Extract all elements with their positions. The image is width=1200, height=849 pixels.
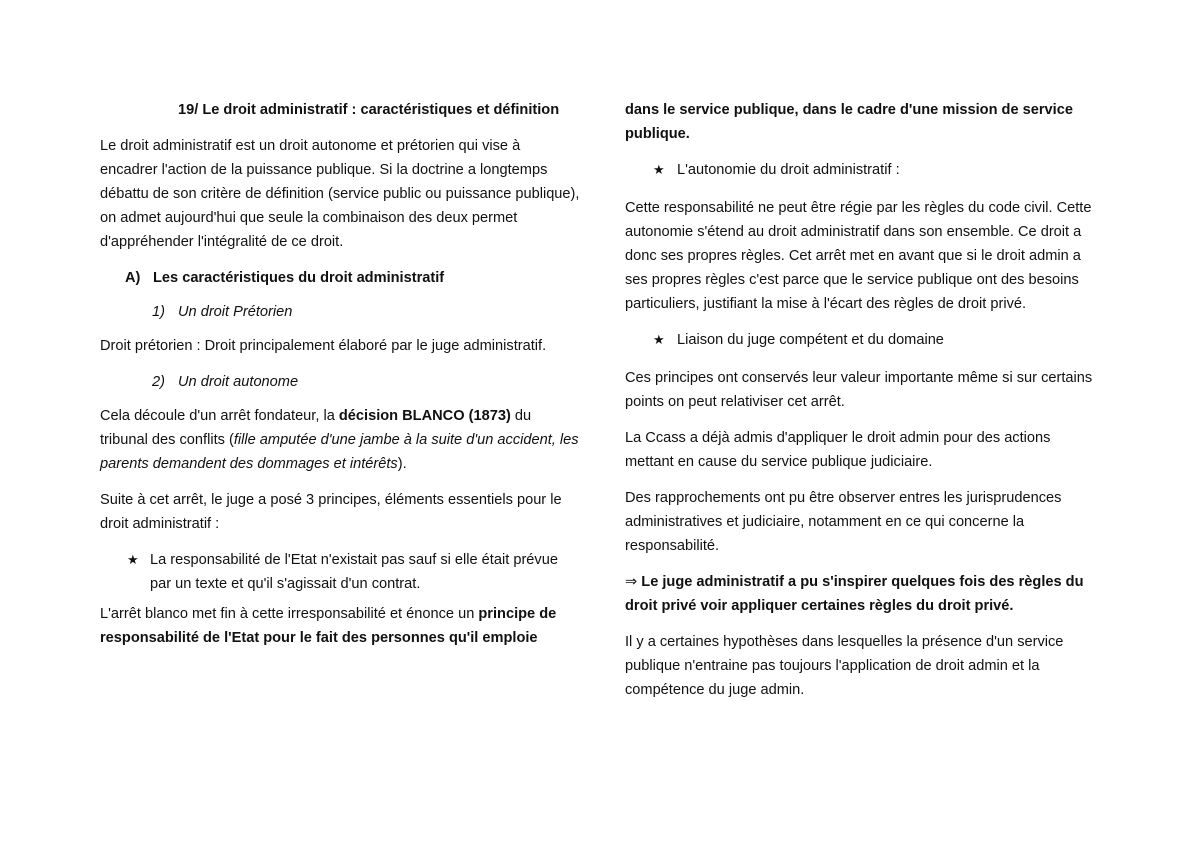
blanco-text-2: du tribunal des conflits (: [100, 408, 532, 448]
blanco-decision: décision BLANCO (1873): [338, 408, 511, 424]
right-arrow-icon: ⇒: [625, 574, 638, 590]
hypotheses-paragraph: Il y a certaines hypothèses dans lesquelles la présence d'un service publique n'entraine pas toujours l'application de droit admin et la compétence du juge admin.: [625, 634, 1064, 698]
inspirer-text: Le juge administratif a pu s'inspirer quelques fois des règles du droit privé voir appliquer certaines règles du droit privé.: [625, 574, 1084, 614]
principle-bullet-2-text: L'autonomie du droit administratif :: [677, 162, 900, 178]
principle-bullet-1: [100, 548, 580, 596]
continuation-bold-text: dans le service publique, dans le cadre d'une mission de service publique.: [625, 102, 1073, 142]
inspirer-paragraph: [625, 570, 1100, 618]
intro-paragraph: Le droit administratif est un droit autonome et prétorien qui vise à encadrer l'action de la puissance publique. Si la doctrine a longtemps débattu de son critère de définition (service public ou puissance publique), on admet aujourd'hui que seule la combinaison des deux permet d'appréhender l'intégralité de ce droit.: [100, 138, 580, 250]
subheading-2-label: Un droit autonome: [178, 374, 299, 390]
blanco-fin-paragraph: [100, 602, 580, 650]
subheading-1: [100, 300, 580, 324]
blanco-fin-text: L'arrêt blanco met fin à cette irresponsabilité et énonce un: [100, 606, 479, 622]
autonomie-paragraph: Cette responsabilité ne peut être régie par les règles du code civil. Cette autonomie s'étend au droit administratif dans son ensemble. Ce droit a donc ses propres règles. Cet arrêt met en avant que si le droit admin a ses propres règles c'est parce que le service publique ont des besoins particuliers, justifiant la mise à l'écart des règles de droit privé.: [625, 200, 1092, 312]
section-heading-a: [100, 266, 580, 290]
principle-bullet-1-text: La responsabilité de l'Etat n'existait pas sauf si elle était prévue par un texte et qu'il s'agissait d'un contrat.: [150, 552, 558, 592]
principes-valeur-paragraph: Ces principes ont conservés leur valeur importante même si sur certains points on peut relativiser cet arrêt.: [625, 370, 1093, 410]
rapprochements-paragraph: Des rapprochements ont pu être observer entres les jurisprudences administratives et judiciaire, notamment en ce qui concerne la responsabilité.: [625, 490, 1062, 554]
blanco-paragraph: [100, 404, 580, 476]
principes-paragraph: Suite à cet arrêt, le juge a posé 3 principes, éléments essentiels pour le droit administratif :: [100, 492, 562, 532]
ccass-paragraph: La Ccass a déjà admis d'appliquer le droit admin pour des actions mettant en cause du service publique judiciaire.: [625, 430, 1051, 470]
star-bullet-icon: ★: [653, 162, 665, 177]
pretorien-paragraph: Droit prétorien : Droit principalement élaboré par le juge administratif.: [100, 338, 547, 354]
blanco-fin-principle: principe de responsabilité de l'Etat pour le fait des personnes qu'il emploie: [100, 606, 557, 646]
subheading-2: [100, 370, 580, 394]
subheading-1-number: 1): [152, 304, 165, 320]
star-bullet-icon: ★: [127, 552, 139, 567]
blanco-case-facts: fille amputée d'une jambe à la suite d'un accident, les parents demandent des dommages et intérêts: [100, 432, 579, 472]
subheading-2-number: 2): [152, 374, 165, 390]
principle-bullet-3-text: Liaison du juge compétent et du domaine: [677, 332, 944, 348]
right-column: [625, 98, 1100, 714]
section-a-label: Les caractéristiques du droit administratif: [153, 270, 445, 286]
left-column: [100, 98, 580, 662]
subheading-1-label: Un droit Prétorien: [178, 304, 293, 320]
blanco-text-3: ).: [397, 456, 407, 472]
section-a-number: A): [125, 270, 141, 286]
blanco-text-1: Cela découle d'un arrêt fondateur, la: [100, 408, 339, 424]
star-bullet-icon: ★: [653, 332, 665, 347]
principle-bullet-2: [625, 158, 1100, 182]
principle-bullet-3: [625, 328, 1100, 352]
page-title: 19/ Le droit administratif : caractéristiques et définition: [178, 102, 560, 118]
